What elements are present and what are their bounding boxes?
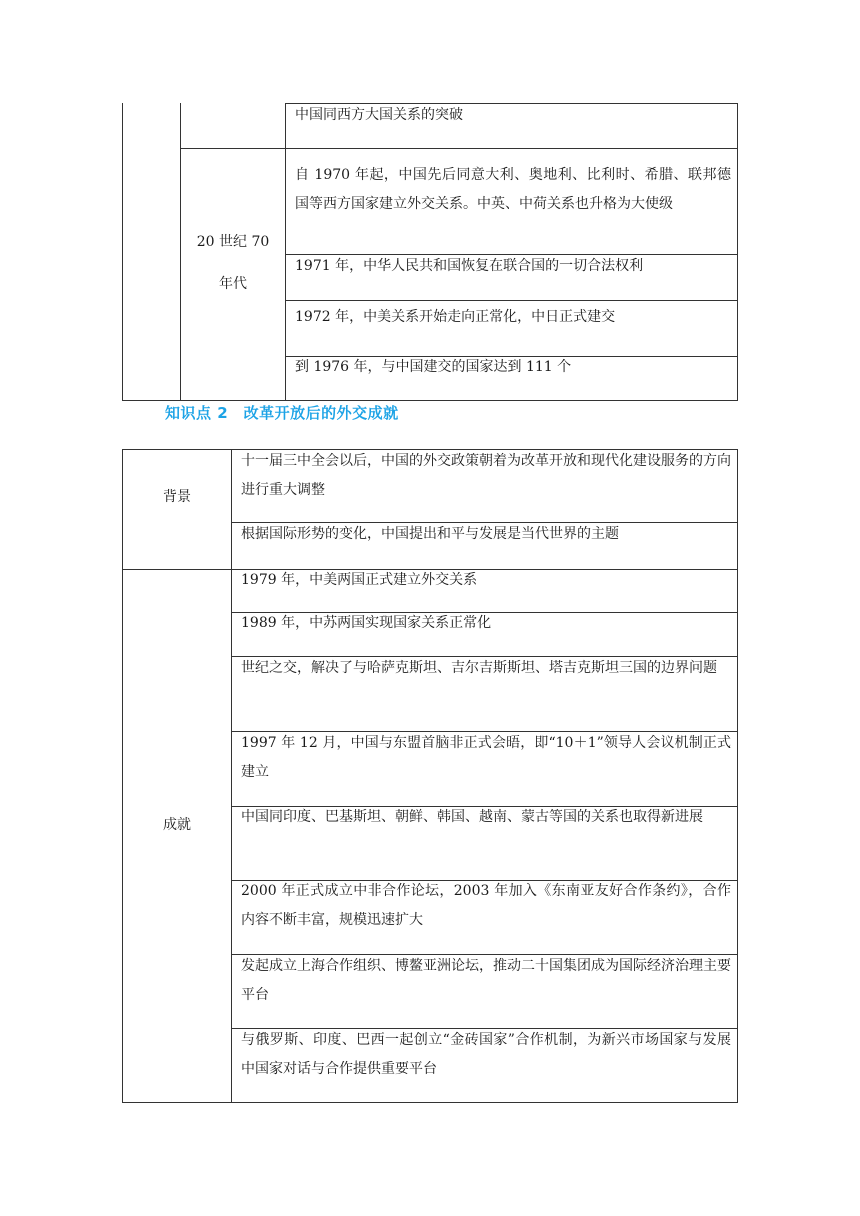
table1-row-line	[285, 300, 738, 301]
table-row: 1989 年，中苏两国实现国家关系正常化	[241, 615, 492, 631]
period-label-line2: 年代	[219, 276, 247, 292]
table-row: 1972 年，中美关系开始走向正常化，中日正式建交	[295, 309, 616, 325]
table-row: 发起成立上海合作组织、博鳌亚洲论坛，推动二十国集团成为国际经济治理主要平台	[241, 958, 731, 1003]
table-row: 1979 年，中美两国正式建立外交关系	[241, 572, 478, 588]
table-row: 中国同印度、巴基斯坦、朝鲜、韩国、越南、蒙古等国的关系也取得新进展	[241, 809, 703, 825]
achievement-label: 成就	[163, 817, 191, 833]
table-row: 根据国际形势的变化，中国提出和平与发展是当代世界的主题	[241, 526, 619, 542]
table-row: 到 1976 年，与中国建交的国家达到 111 个	[295, 359, 572, 375]
table1-row-line	[180, 148, 738, 149]
table1-border-left	[122, 103, 123, 401]
table-row: 十一届三中全会以后，中国的外交政策朝着为改革开放和现代化建设服务的方向进行重大调整	[241, 453, 731, 498]
table-row: 与俄罗斯、印度、巴西一起创立“金砖国家”合作机制，为新兴市场国家与发展中国家对话与合作提供重要平台	[241, 1032, 731, 1077]
table-row: 中国同西方大国关系的突破	[295, 107, 463, 123]
table-row: 1971 年，中华人民共和国恢复在联合国的一切合法权利	[295, 258, 644, 274]
table-row: 2000 年正式成立中非合作论坛，2003 年加入《东南亚友好合作条约》，合作内容不断丰富，规模迅速扩大	[241, 883, 731, 928]
table2-border-right	[737, 449, 738, 1103]
table1-border-bottom	[122, 400, 738, 401]
table-row: 世纪之交，解决了与哈萨克斯坦、吉尔吉斯斯坦、塔吉克斯坦三国的边界问题	[241, 660, 717, 676]
section-heading: 知识点 2 改革开放后的外交成就	[165, 404, 399, 422]
table2-border-bottom	[122, 1102, 738, 1103]
table-row: 1997 年 12 月，中国与东盟首脑非正式会晤，即“10＋1”领导人会议机制正式建立	[241, 735, 731, 780]
background-label: 背景	[163, 489, 191, 505]
period-label-line1: 20 世纪 70	[196, 234, 270, 250]
table-row: 自 1970 年起，中国先后同意大利、奥地利、比利时、希腊、联邦德国等西方国家建立外交关系。中英、中荷关系也升格为大使级	[295, 167, 731, 212]
table2-border-left	[122, 449, 123, 1103]
period-label	[181, 228, 285, 299]
